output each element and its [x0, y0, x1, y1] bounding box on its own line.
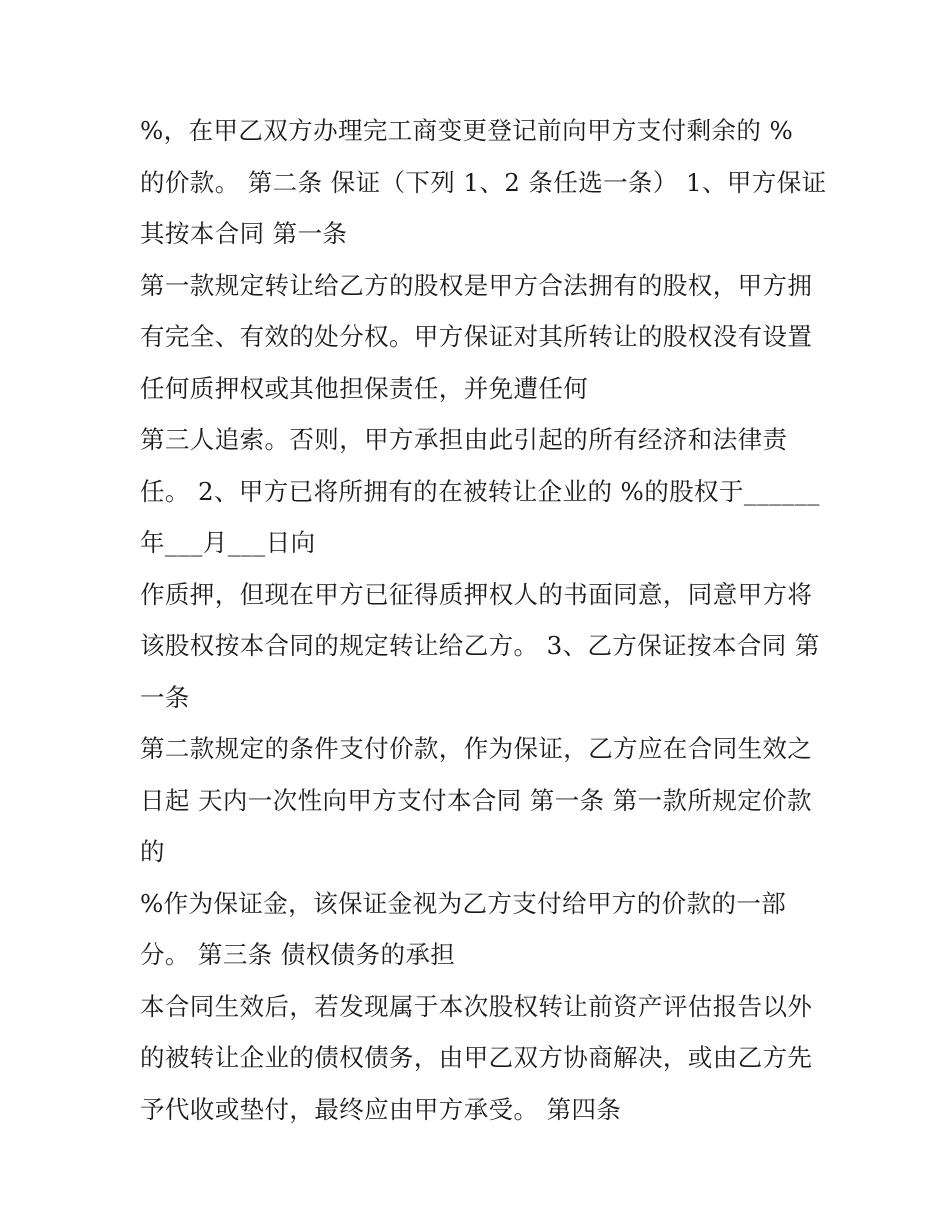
text-line: 其按本合同 第一条: [140, 219, 348, 248]
text-line: 的价款。 第二条 保证（下列 1、2 条任选一条） 1、甲方保证: [140, 167, 827, 197]
text-line: 本合同生效后，若发现属于本次股权转让前资产评估报告以外: [140, 991, 813, 1021]
text-line: 分。 第三条 债权债务的承担: [140, 940, 456, 969]
text-line: 日起 天内一次性向甲方支付本合同 第一条 第一款所规定价款: [140, 785, 812, 815]
text-line: 有完全、有效的处分权。甲方保证对其所转让的股权没有设置: [140, 322, 813, 351]
text-line: 作质押，但现在甲方已征得质押权人的书面同意，同意甲方将: [140, 579, 813, 609]
text-line: 任何质押权或其他担保责任，并免遭任何: [140, 373, 589, 403]
text-line: 该股权按本合同的规定转让给乙方。 3、乙方保证按本合同 第: [140, 631, 820, 660]
text-line: 第一款规定转让给乙方的股权是甲方合法拥有的股权，甲方拥: [140, 270, 813, 300]
text-line: 任。 2、甲方已将所拥有的在被转让企业的 %的股权于______: [140, 476, 820, 506]
text-line: 的被转让企业的债权债务，由甲乙双方协商解决，或由乙方先: [140, 1043, 813, 1072]
text-line: 一条: [140, 682, 190, 712]
document-body: [140, 105, 827, 1135]
text-line: 予代收或垫付，最终应由甲方承受。 第四条: [140, 1094, 622, 1124]
text-line: 年___月___日向: [140, 528, 316, 557]
text-line: 第三人追索。否则，甲方承担由此引起的所有经济和法律责: [140, 425, 788, 454]
text-line: 第二款规定的条件支付价款，作为保证，乙方应在合同生效之: [140, 734, 813, 763]
text-line: %作为保证金，该保证金视为乙方支付给甲方的价款的一部: [140, 888, 787, 918]
text-line: 的: [140, 837, 165, 866]
text-line: %，在甲乙双方办理完工商变更登记前向甲方支付剩余的 %: [140, 116, 794, 145]
